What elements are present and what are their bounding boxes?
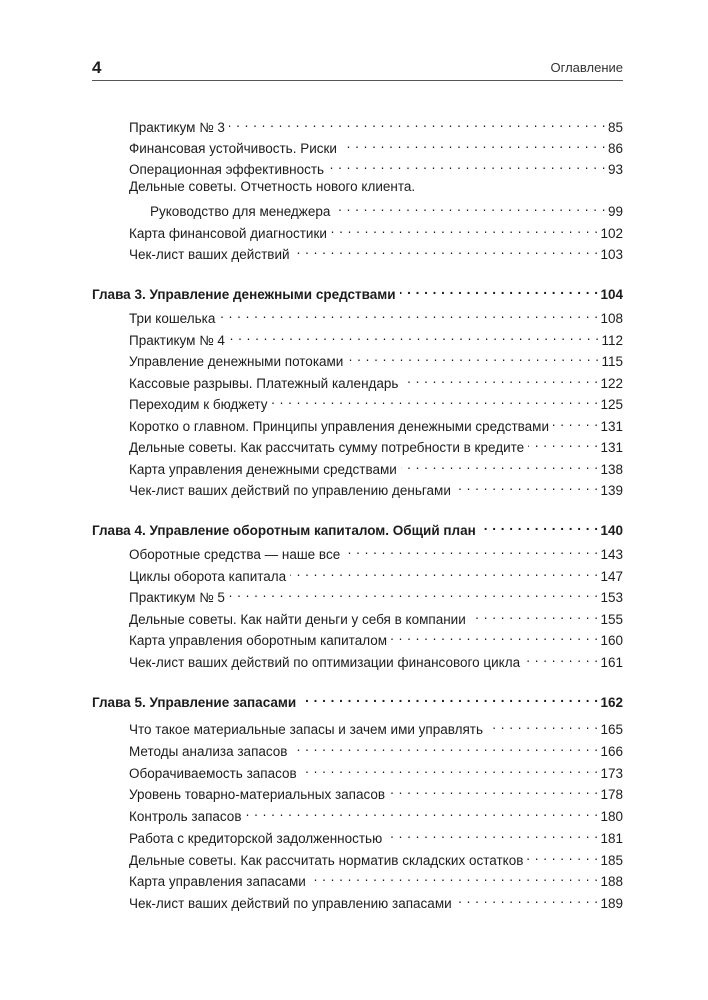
toc-entry-title: Финансовая устойчивость. Риски (129, 141, 337, 156)
toc-entry[interactable] (129, 413, 623, 436)
dot-leader (301, 760, 599, 778)
toc-entry-title: Оборачиваемость запасов (129, 766, 297, 781)
toc-chapter-heading[interactable] (92, 281, 623, 304)
toc-entry[interactable] (129, 241, 623, 264)
toc-chapter-title: Глава 5. Управление запасами (92, 695, 297, 710)
toc-entry-title: Методы анализа запасов (129, 744, 288, 759)
toc-entry-page: 86 (607, 141, 623, 156)
toc-entry-title: Оборотные средства — наше все (129, 547, 341, 562)
toc-entry-title: Кассовые разрывы. Платежный календарь (129, 376, 399, 391)
toc-entry-page: 165 (600, 722, 623, 737)
toc-entry-title: Что такое материальные запасы и зачем ими управлять (129, 722, 484, 737)
toc-entry-title: Карта управления денежными средствами (129, 462, 397, 477)
toc-entry[interactable] (129, 563, 623, 586)
toc-entry-page: 153 (600, 590, 623, 605)
toc-entry-title: Три кошелька (129, 311, 216, 326)
dot-leader (347, 348, 599, 366)
toc-entry-title: Чек-лист ваших действий по оптимизации финансового цикла (129, 655, 521, 670)
running-header-title: Оглавление (550, 60, 623, 75)
toc-entry-title: Дельные советы. Отчетность нового клиента. (129, 179, 416, 194)
dot-leader (470, 606, 599, 624)
toc-entry-page: 143 (600, 547, 623, 562)
toc-chapter-heading[interactable] (92, 689, 623, 712)
toc-entry-page: 138 (600, 462, 623, 477)
toc-entry[interactable] (129, 114, 623, 137)
toc-entry-title: Карта управления запасами (129, 874, 306, 889)
dot-leader (291, 738, 598, 756)
toc-entry-title: Чек-лист ваших действий (129, 247, 290, 262)
toc-entry-page: 93 (607, 162, 623, 177)
toc-entry-page: 166 (600, 744, 623, 759)
toc-entry[interactable] (129, 738, 623, 761)
toc-entry[interactable] (129, 348, 623, 371)
toc-entry-title: Уровень товарно-материальных запасов (129, 787, 386, 802)
dot-leader (386, 825, 598, 843)
page-number: 4 (92, 58, 102, 77)
toc-entry-page: 112 (601, 333, 623, 348)
header-divider (92, 80, 623, 81)
toc-entry-title: Дельные советы. Как найти деньги у себя в компании (129, 612, 466, 627)
toc-entry[interactable] (129, 541, 623, 564)
toc-entry-title: Практикум № 5 (129, 590, 225, 605)
toc-entry-page: 180 (600, 809, 623, 824)
toc-entry-page: 155 (600, 612, 623, 627)
toc-entry-page: 115 (601, 354, 623, 369)
toc-entry-title: Практикум № 3 (129, 120, 225, 135)
toc-entry-title: Циклы оборота капитала (129, 569, 287, 584)
dot-leader (455, 477, 599, 495)
toc-entry[interactable] (129, 760, 623, 783)
toc-entry[interactable] (129, 477, 623, 500)
toc-entry-continuation[interactable] (150, 198, 623, 221)
dot-leader (310, 868, 599, 886)
toc-entry[interactable] (129, 135, 623, 158)
toc-entry[interactable] (129, 327, 623, 350)
toc-entry-page: 161 (600, 655, 623, 670)
toc-entry-title: Работа с кредиторской задолженностью (129, 831, 383, 846)
dot-leader (402, 370, 598, 388)
dot-leader (524, 649, 598, 667)
dot-leader (300, 689, 598, 707)
toc-entry[interactable] (129, 456, 623, 479)
toc-entry-page: 125 (600, 397, 623, 412)
toc-entry-page: 188 (600, 874, 623, 889)
toc-entry-page: 102 (600, 226, 623, 241)
dot-leader (487, 716, 598, 734)
dot-leader (229, 327, 600, 345)
dot-leader (290, 563, 598, 581)
toc-entry-page: 103 (600, 247, 623, 262)
dot-leader (401, 456, 599, 474)
toc-entry[interactable] (129, 847, 623, 870)
toc-entry[interactable] (129, 434, 623, 457)
dot-leader (456, 890, 599, 908)
toc-entry-page: 181 (600, 831, 623, 846)
dot-leader (400, 281, 599, 299)
toc-entry[interactable] (129, 156, 623, 179)
toc-entry[interactable] (129, 716, 623, 739)
toc-entry[interactable] (129, 305, 623, 328)
toc-entry[interactable] (129, 606, 623, 629)
dot-leader (219, 305, 598, 323)
dot-leader (246, 803, 599, 821)
toc-chapter-title: Глава 4. Управление оборотным капиталом. Общий план (92, 523, 476, 538)
toc-entry-title: Дельные советы. Как рассчитать сумму потребности в кредите (129, 440, 525, 455)
toc-entry-page: 160 (600, 633, 623, 648)
dot-leader (341, 135, 606, 153)
dot-leader (389, 781, 598, 799)
toc-entry[interactable] (129, 825, 623, 848)
toc-entry-page: 185 (600, 853, 623, 868)
dot-leader (328, 156, 606, 174)
toc-entry[interactable] (129, 890, 623, 913)
dot-leader (480, 517, 599, 535)
toc-entry-page: 189 (600, 896, 623, 911)
toc-entry[interactable] (129, 781, 623, 804)
toc-entry[interactable] (129, 627, 623, 650)
toc-entry-page: 139 (600, 483, 623, 498)
toc-entry-title: Карта финансовой диагностики (129, 226, 327, 241)
toc-entry-title: Переходим к бюджету (129, 397, 268, 412)
toc-entry[interactable] (129, 391, 623, 414)
toc-entry-title: Операционная эффективность (129, 162, 325, 177)
toc-entry-page: 99 (607, 204, 623, 219)
dot-leader (391, 627, 598, 645)
toc-entry-title: Контроль запасов (129, 809, 242, 824)
toc-chapter-title: Глава 3. Управление денежными средствами (92, 287, 396, 302)
toc-entry[interactable] (129, 370, 623, 393)
toc-entry-page: 122 (600, 376, 623, 391)
dot-leader (344, 541, 598, 559)
dot-leader (229, 114, 606, 132)
toc-entry-title: Управление денежными потоками (129, 354, 344, 369)
toc-entry[interactable] (129, 803, 623, 826)
toc-entry-title: Коротко о главном. Принципы управления денежными средствами (129, 419, 549, 434)
toc-entry-title: Карта управления оборотным капиталом (129, 633, 388, 648)
dot-leader (229, 584, 599, 602)
toc-entry-page: 178 (600, 787, 623, 802)
dot-leader (553, 413, 598, 431)
dot-leader (271, 391, 598, 409)
toc-entry-page: 108 (600, 311, 623, 326)
toc-entry[interactable] (129, 649, 623, 672)
dot-leader (294, 241, 599, 259)
toc-entry[interactable] (129, 178, 623, 196)
toc-entry-page: 131 (600, 440, 623, 455)
toc-entry[interactable] (129, 584, 623, 607)
page-header (92, 58, 623, 78)
toc-chapter-page: 104 (600, 287, 623, 302)
dot-leader (528, 434, 598, 452)
toc-entry[interactable] (129, 868, 623, 891)
toc-entry-title: Чек-лист ваших действий по управлению деньгами (129, 483, 451, 498)
toc-entry-title: Практикум № 4 (129, 333, 225, 348)
toc-entry-page: 85 (607, 120, 623, 135)
toc-entry[interactable] (129, 220, 623, 243)
toc-chapter-page: 140 (600, 523, 623, 538)
toc-entry-page: 131 (600, 419, 623, 434)
dot-leader (527, 847, 598, 865)
toc-entry-title: Руководство для менеджера (150, 204, 331, 219)
dot-leader (331, 220, 599, 238)
toc-entry-page: 147 (600, 569, 623, 584)
toc-entry-title: Дельные советы. Как рассчитать норматив складских остатков (129, 853, 524, 868)
dot-leader (334, 198, 606, 216)
toc-entry-title: Чек-лист ваших действий по управлению запасами (129, 896, 452, 911)
toc-entry-page: 173 (600, 766, 623, 781)
toc-chapter-page: 162 (600, 695, 623, 710)
toc-chapter-heading[interactable] (92, 517, 623, 540)
